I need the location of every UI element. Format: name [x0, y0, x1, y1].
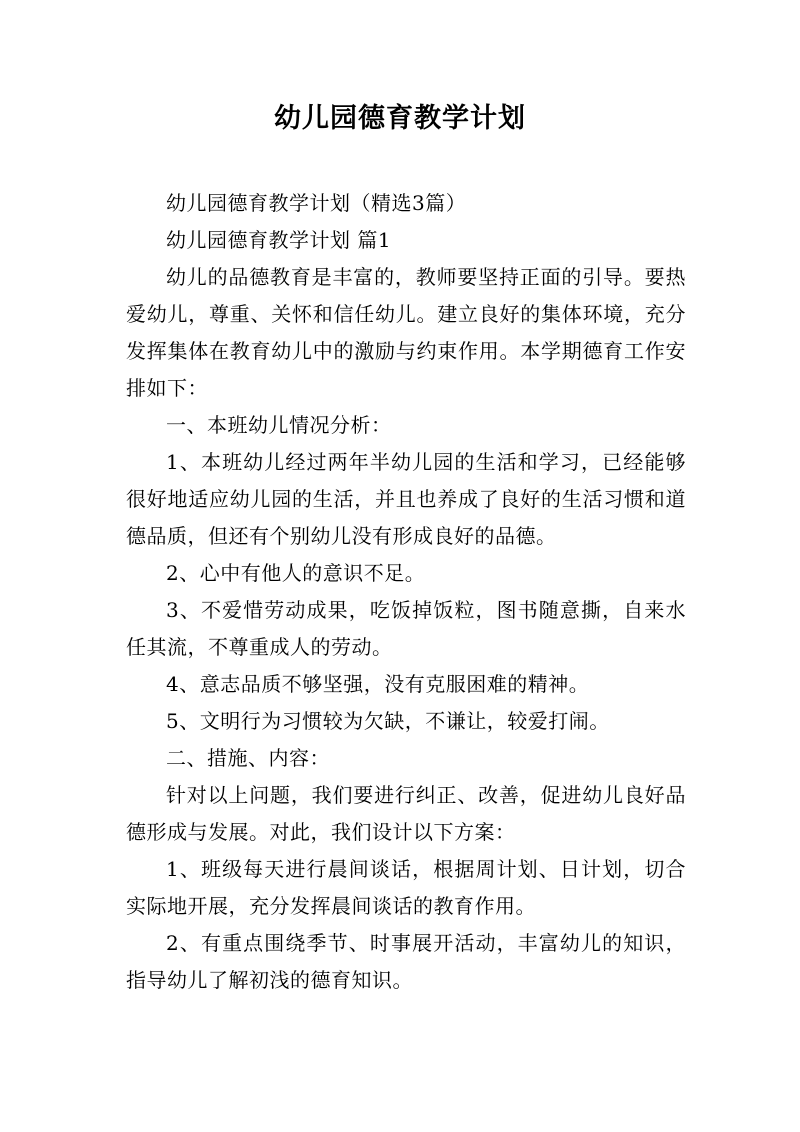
list-item-analysis-4: 4、意志品质不够坚强，没有克服困难的精神。: [166, 672, 590, 696]
list-item-measures-2: 2、有重点围绕季节、时事展开活动，丰富幼儿的知识，指导幼儿了解初浅的德育知识。: [126, 931, 686, 992]
document-body: [126, 185, 686, 999]
document-title: 幼儿园德育教学计划: [274, 103, 526, 134]
paragraph-intro: 幼儿的品德教育是丰富的，教师要坚持正面的引导。要热爱幼儿，尊重、关怀和信任幼儿。建立良好的集体环境，充分发挥集体在教育幼儿中的激励与约束作用。本学期德育工作安排如下：: [126, 265, 686, 400]
section-heading-measures: 二、措施、内容：: [166, 746, 330, 770]
list-item-analysis-3: 3、不爱惜劳动成果，吃饭掉饭粒，图书随意撕，自来水任其流，不尊重成人的劳动。: [126, 598, 686, 659]
paragraph-measures-intro: 针对以上问题，我们要进行纠正、改善，促进幼儿良好品德形成与发展。对此，我们设计以下方案：: [126, 783, 686, 844]
list-item-analysis-2: 2、心中有他人的意识不足。: [166, 561, 426, 585]
paragraph-subtitle: 幼儿园德育教学计划（精选3篇）: [166, 191, 467, 215]
list-item-measures-1: 1、班级每天进行晨间谈话，根据周计划、日计划，切合实际地开展，充分发挥晨间谈话的教育作用。: [126, 857, 686, 918]
paragraph-part-heading: 幼儿园德育教学计划 篇1: [166, 228, 392, 252]
list-item-analysis-1: 1、本班幼儿经过两年半幼儿园的生活和学习，已经能够很好地适应幼儿园的生活，并且也养成了良好的生活习惯和道德品质，但还有个别幼儿没有形成良好的品德。: [126, 450, 686, 548]
list-item-analysis-5: 5、文明行为习惯较为欠缺，不谦让，较爱打闹。: [166, 709, 610, 733]
section-heading-analysis: 一、本班幼儿情况分析：: [166, 413, 392, 437]
